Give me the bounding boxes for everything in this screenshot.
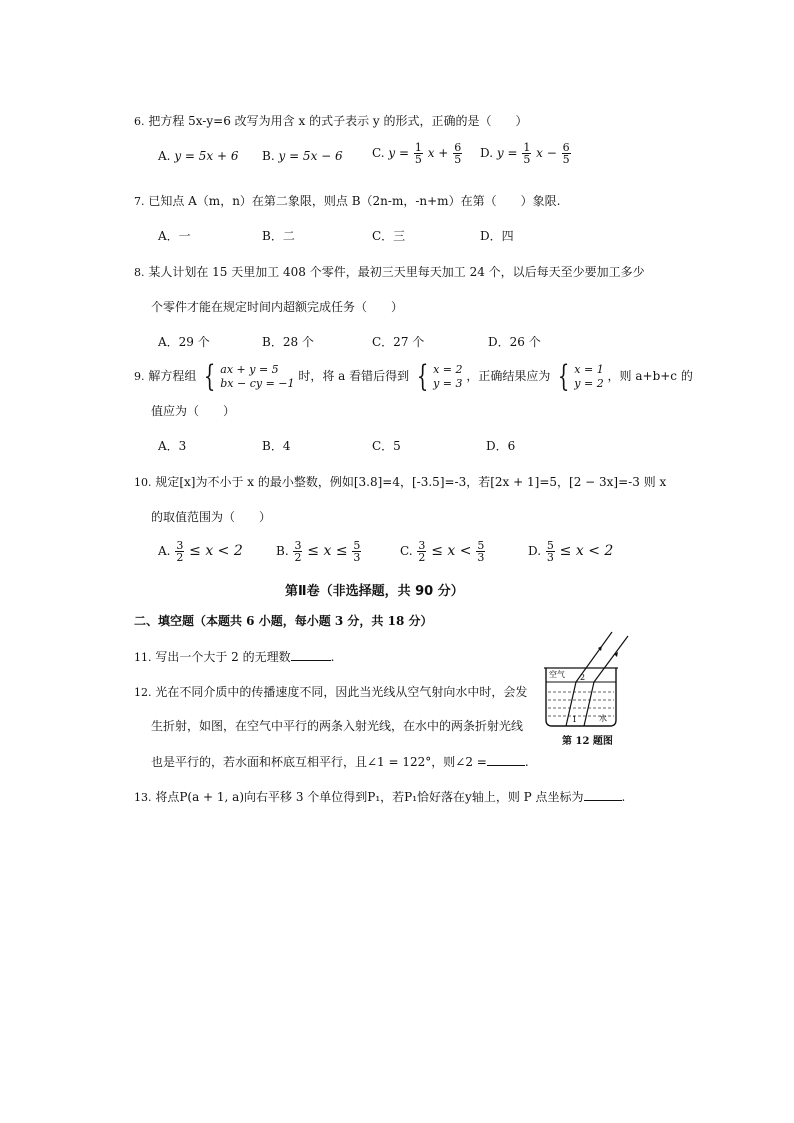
question-text: 规定[x]为不小于 x 的最小整数，例如[3.8]=4，[-3.5]=-3，若[2x + 1]=5，[2 − 3x]=-3 则 x bbox=[155, 475, 667, 489]
question-8-option-c: C．27 个 bbox=[372, 335, 425, 349]
denominator: 2 bbox=[418, 551, 426, 564]
equation-row: y = 2 bbox=[574, 376, 604, 390]
fraction bbox=[417, 540, 426, 563]
option-label: B. bbox=[276, 544, 289, 558]
question-text: 写出一个大于 2 的无理数 bbox=[155, 650, 291, 664]
question-number: 13. bbox=[134, 791, 152, 804]
fraction bbox=[562, 142, 571, 165]
angle-1-label: 2 bbox=[580, 673, 586, 682]
question-10-stem-line2: 的取值范围为（ ） bbox=[151, 510, 272, 524]
question-9-stem-line1 bbox=[134, 359, 693, 394]
question-text: 也是平行的，若水面和杯底互相平行，且∠1 = 122°，则∠2 = bbox=[151, 755, 487, 769]
question-8-stem-line1 bbox=[134, 264, 645, 281]
question-7-stem bbox=[134, 193, 560, 210]
question-8-stem-line2: 个零件才能在规定时间内超额完成任务（ ） bbox=[151, 300, 404, 314]
question-6-option-b bbox=[262, 148, 343, 164]
brace-icon: { bbox=[416, 358, 429, 394]
brace-icon: { bbox=[203, 358, 216, 394]
option-expression: y = bbox=[388, 146, 410, 160]
fraction bbox=[414, 142, 423, 165]
part-2-title: 第Ⅱ卷（非选择题，共 90 分） bbox=[285, 584, 464, 599]
numerator: 5 bbox=[546, 539, 554, 552]
question-text: 光在不同介质中的传播速度不同，因此当光线从空气射向水中时，会发 bbox=[155, 685, 528, 699]
denominator: 5 bbox=[523, 153, 531, 166]
equation-system-original bbox=[200, 358, 295, 394]
equation-system-correct bbox=[554, 358, 604, 394]
question-number: 10. bbox=[134, 476, 152, 489]
fraction bbox=[476, 540, 485, 563]
denominator: 5 bbox=[454, 153, 462, 166]
question-12-stem-line1 bbox=[134, 684, 527, 701]
question-number: 12. bbox=[134, 686, 152, 699]
question-10-option-b bbox=[276, 540, 362, 563]
question-10-stem-line1 bbox=[134, 474, 666, 491]
fraction bbox=[453, 142, 462, 165]
numerator: 3 bbox=[176, 539, 184, 552]
question-12-stem-line3 bbox=[151, 753, 529, 770]
air-label: 空气 bbox=[549, 670, 565, 679]
option-expression: y = bbox=[496, 146, 518, 160]
question-9-option-d: D．6 bbox=[486, 439, 516, 453]
option-label: A. bbox=[158, 544, 171, 558]
numerator: 3 bbox=[294, 539, 302, 552]
question-7-option-a: A．一 bbox=[158, 229, 191, 243]
question-7-option-c: C．三 bbox=[372, 229, 406, 243]
question-7-option-d: D．四 bbox=[480, 229, 514, 243]
equation-row: bx − cy = −1 bbox=[220, 376, 295, 390]
question-6-option-a bbox=[158, 148, 239, 164]
question-text: 已知点 A（m，n）在第二象限，则点 B（2n-m，-n+m）在第（ ）象限. bbox=[148, 194, 561, 208]
section-2-title: 二、填空题（本题共 6 小题，每小题 3 分，共 18 分） bbox=[134, 614, 433, 628]
refracted-ray bbox=[584, 682, 594, 726]
answer-blank[interactable] bbox=[584, 788, 622, 801]
denominator: 5 bbox=[414, 153, 422, 166]
brace-icon: { bbox=[558, 358, 570, 394]
question-number: 7. bbox=[134, 195, 145, 208]
question-number: 6. bbox=[134, 115, 145, 128]
question-text: 解方程组 bbox=[148, 369, 197, 383]
question-text-end: . bbox=[330, 650, 335, 664]
question-number: 9. bbox=[134, 370, 145, 383]
fraction bbox=[546, 540, 555, 563]
option-expression: x + bbox=[427, 146, 449, 160]
question-11-stem bbox=[134, 648, 334, 666]
question-9-option-c: C．5 bbox=[372, 439, 401, 453]
option-label: D. bbox=[480, 146, 494, 160]
question-6-option-d bbox=[480, 142, 572, 165]
question-text: 将点P(a + 1, a)向右平移 3 个单位得到P₁，若P₁恰好落在y轴上，则 P 点坐标为 bbox=[155, 790, 584, 804]
question-10-option-a bbox=[158, 540, 243, 563]
option-label: C. bbox=[372, 146, 385, 160]
option-label: D. bbox=[528, 544, 542, 558]
question-number: 8. bbox=[134, 266, 145, 279]
numerator: 1 bbox=[414, 141, 422, 154]
question-text: 把方程 5x-y=6 改写为用含 x 的式子表示 y 的形式，正确的是（ ） bbox=[148, 114, 528, 128]
question-8-option-a: A．29 个 bbox=[158, 335, 210, 349]
numerator: 6 bbox=[454, 141, 462, 154]
light-refraction-figure bbox=[540, 630, 632, 730]
denominator: 3 bbox=[477, 551, 485, 564]
question-text-end: . bbox=[524, 755, 529, 769]
question-6-stem bbox=[134, 113, 527, 130]
fraction bbox=[522, 142, 531, 165]
question-number: 11. bbox=[134, 651, 152, 664]
denominator: 3 bbox=[546, 551, 554, 564]
denominator: 2 bbox=[294, 551, 302, 564]
option-expression: ≤ x < 2 bbox=[559, 543, 614, 559]
answer-blank[interactable] bbox=[291, 648, 331, 661]
option-label: A. bbox=[158, 149, 171, 163]
answer-blank[interactable] bbox=[487, 753, 525, 766]
equation-row: ax + y = 5 bbox=[220, 362, 279, 376]
question-text-end: . bbox=[621, 790, 626, 804]
equation-system-wrong bbox=[413, 358, 463, 394]
equation-row: y = 3 bbox=[433, 376, 463, 390]
question-7-option-b: B．二 bbox=[262, 229, 295, 243]
fraction bbox=[175, 540, 184, 563]
equation-row: x = 1 bbox=[574, 362, 604, 376]
numerator: 1 bbox=[523, 141, 531, 154]
question-9-option-a: A．3 bbox=[158, 439, 187, 453]
question-13-stem bbox=[134, 788, 625, 806]
question-10-option-d bbox=[528, 540, 613, 563]
water-label: 水 bbox=[599, 714, 607, 723]
numerator: 5 bbox=[477, 539, 485, 552]
equation-row: x = 2 bbox=[433, 362, 463, 376]
question-9-stem-line2: 值应为（ ） bbox=[151, 404, 236, 418]
option-expression: x − bbox=[536, 146, 557, 160]
option-label: B. bbox=[262, 149, 275, 163]
numerator: 3 bbox=[418, 539, 426, 552]
option-label: C. bbox=[400, 544, 413, 558]
numerator: 6 bbox=[562, 141, 570, 154]
question-8-option-d: D．26 个 bbox=[488, 335, 541, 349]
question-6-option-c bbox=[372, 142, 463, 165]
fraction bbox=[352, 540, 361, 563]
incident-ray bbox=[594, 636, 628, 682]
question-9-option-b: B．4 bbox=[262, 439, 291, 453]
figure-caption: 第 12 题图 bbox=[562, 736, 613, 747]
denominator: 3 bbox=[353, 551, 361, 564]
fraction bbox=[293, 540, 302, 563]
option-expression: y = 5x − 6 bbox=[278, 149, 343, 163]
numerator: 5 bbox=[353, 539, 361, 552]
question-text: ，则 a+b+c 的 bbox=[607, 369, 693, 383]
denominator: 2 bbox=[176, 551, 184, 564]
question-text: ，正确结果应为 bbox=[466, 369, 551, 383]
denominator: 5 bbox=[562, 153, 570, 166]
question-8-option-b: B．28 个 bbox=[262, 335, 314, 349]
option-expression: ≤ x ≤ bbox=[307, 543, 348, 559]
question-text: 某人计划在 15 天里加工 408 个零件，最初三天里每天加工 24 个，以后每天至少要加工多少 bbox=[148, 265, 645, 279]
question-12-stem-line2: 生折射，如图，在空气中平行的两条入射光线，在水中的两条折射光线 bbox=[151, 719, 524, 733]
option-expression: y = 5x + 6 bbox=[174, 149, 239, 163]
option-expression: ≤ x < bbox=[431, 543, 472, 559]
option-expression: ≤ x < 2 bbox=[189, 543, 243, 559]
angle-2-label: 1 bbox=[572, 715, 578, 724]
question-text: 时，将 a 看错后得到 bbox=[298, 369, 410, 383]
question-10-option-c bbox=[400, 540, 486, 563]
